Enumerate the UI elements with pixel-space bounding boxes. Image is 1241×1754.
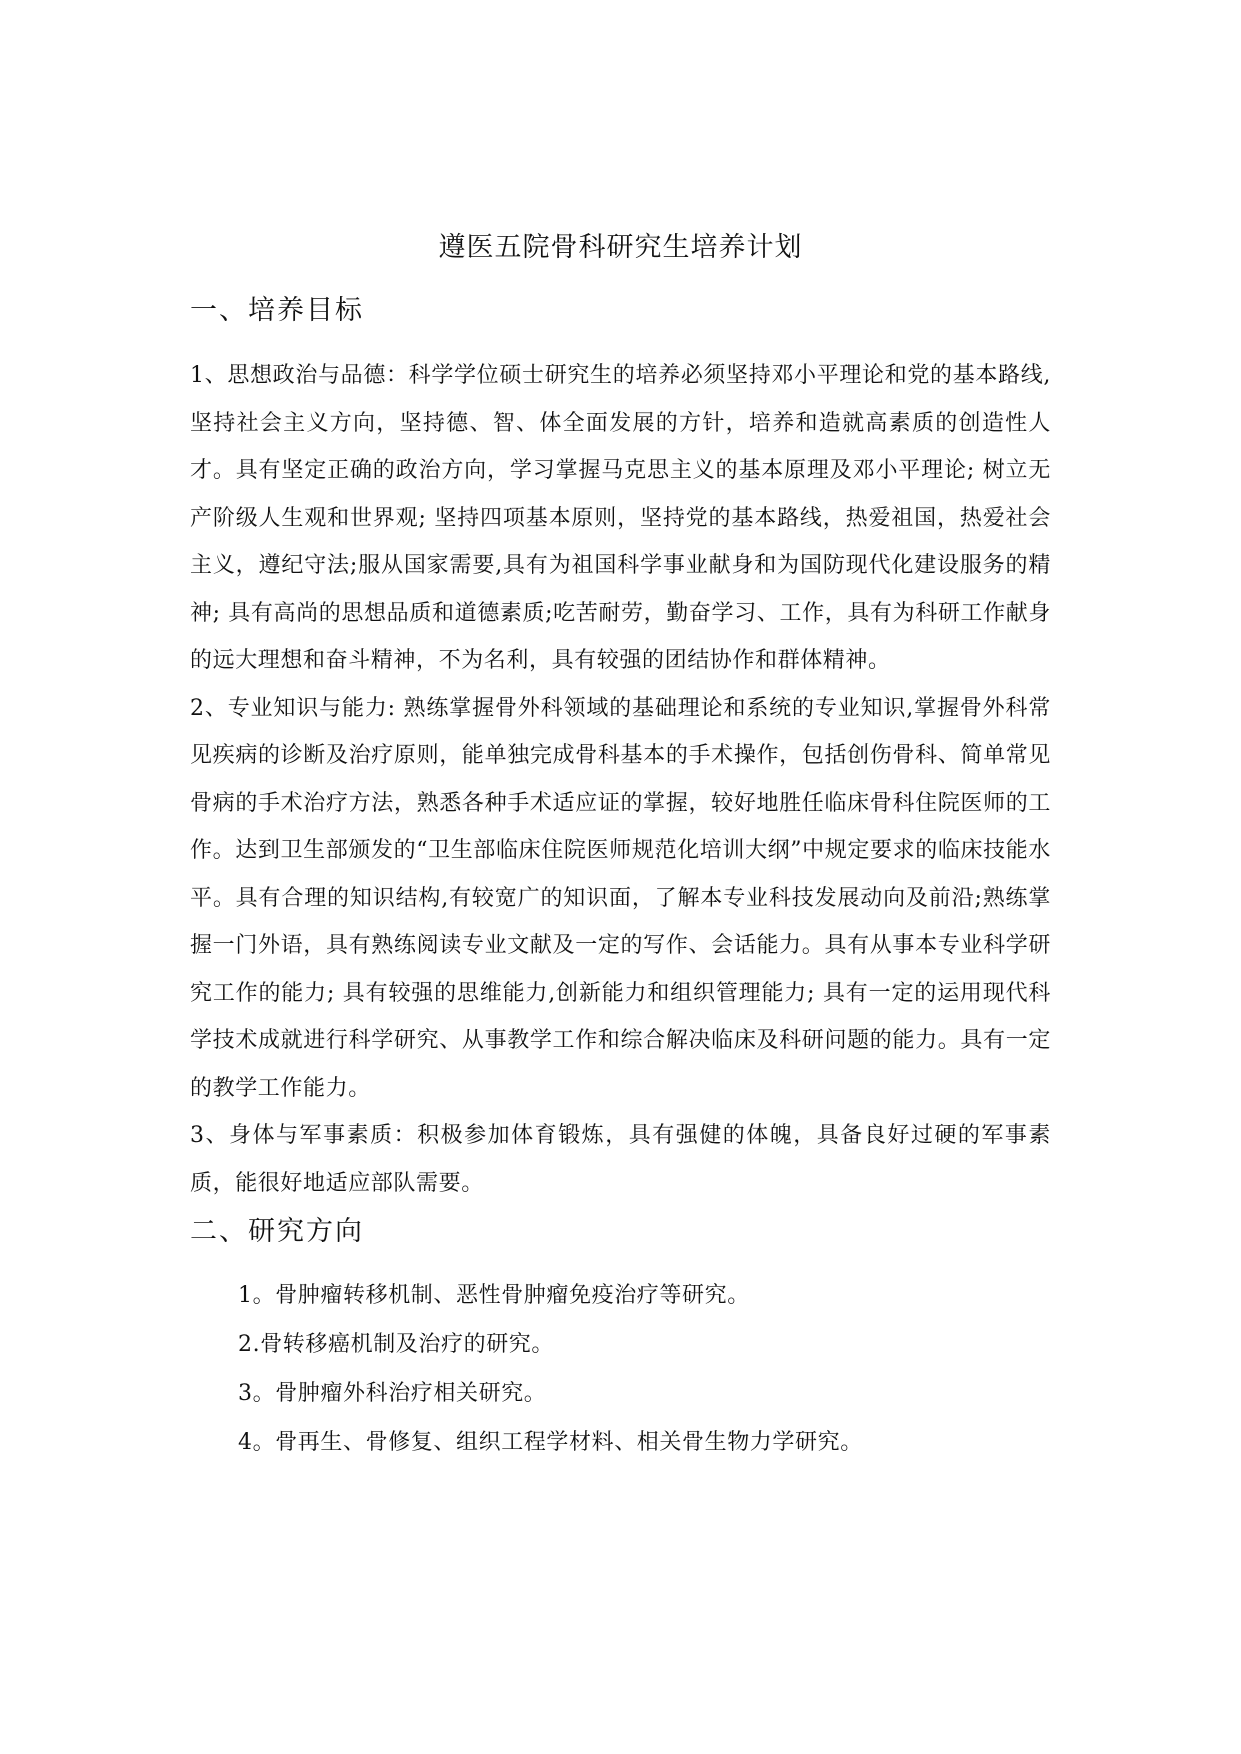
paragraph-professional-knowledge: 2、专业知识与能力: 熟练掌握骨外科领域的基础理论和系统的专业知识,掌握骨外科常见疾病的诊断及治疗原则，能单独完成骨科基本的手术操作，包括创伤骨科、简单常见骨病的手术治疗方法，熟悉各种手术适应证的掌握，较好地胜任临床骨科住院医师的工作。达到卫生部颁发的“卫生部临床住院医师规范化培训大纲”中规定要求的临床技能水平。具有合理的知识结构,有较宽广的知识面，了解本专业科技发展动向及前沿;熟练掌握一门外语，具有熟练阅读专业文献及一定的写作、会话能力。具有从事本专业科学研究工作的能力; 具有较强的思维能力,创新能力和组织管理能力; 具有一定的运用现代科学技术成就进行科学研究、从事教学工作和综合解决临床及科研问题的能力。具有一定的教学工作能力。: [190, 695, 1051, 1101]
document-title: 遵医五院骨科研究生培养计划: [438, 232, 803, 263]
list-item: 3。骨肿瘤外科治疗相关研究。: [238, 1381, 547, 1406]
paragraph-political-morality: 1、思想政治与品德：科学学位硕士研究生的培养必须坚持邓小平理论和党的基本路线,坚持社会主义方向，坚持德、智、体全面发展的方针，培养和造就高素质的创造性人才。具有坚定正确的政治方向，学习掌握马克思主义的基本原理及邓小平理论; 树立无产阶级人生观和世界观; 坚持四项基本原则，坚持党的基本路线，热爱祖国，热爱社会主义，遵纪守法;服从国家需要,具有为祖国科学事业献身和为国防现代化建设服务的精神; 具有高尚的思想品质和道德素质;吃苦耐劳，勤奋学习、工作，具有为科研工作献身的远大理想和奋斗精神，不为名利，具有较强的团结协作和群体精神。: [190, 363, 1051, 673]
list-item: 1。骨肿瘤转移机制、恶性骨肿瘤免疫治疗等研究。: [238, 1283, 750, 1308]
list-item: 2.骨转移癌机制及治疗的研究。: [238, 1332, 554, 1357]
section-heading-research-directions: 二、研究方向: [190, 1216, 364, 1247]
section-heading-training-goals: 一、培养目标: [190, 295, 364, 326]
paragraph-physical-military: 3、身体与军事素质：积极参加体育锻炼，具有强健的体魄，具备良好过硬的军事素质，能很好地适应部队需要。: [190, 1123, 1051, 1196]
list-item: 4。骨再生、骨修复、组织工程学材料、相关骨生物力学研究。: [238, 1430, 863, 1455]
